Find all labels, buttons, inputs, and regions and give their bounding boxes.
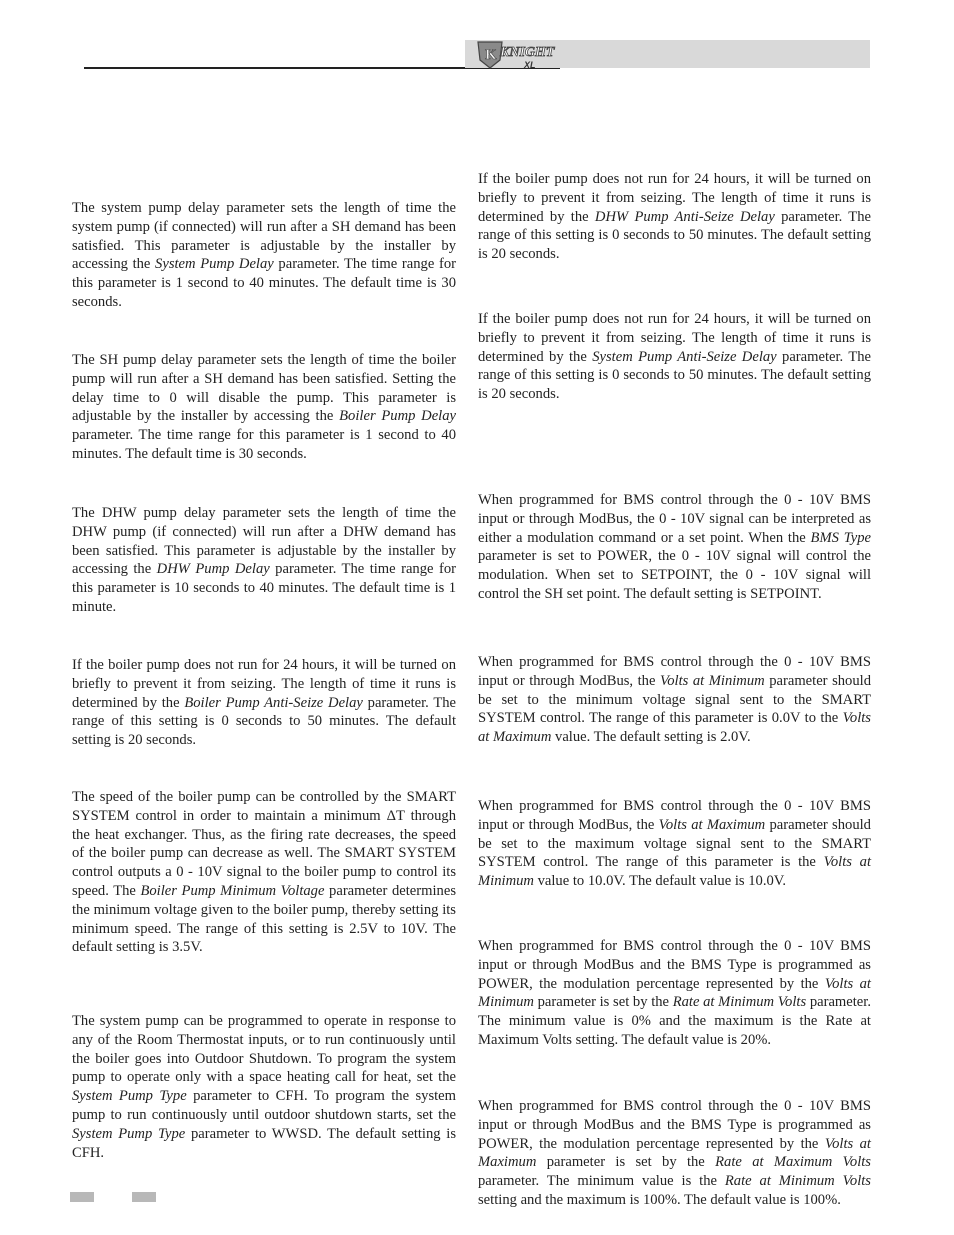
parameter-name: Volts at Minimum (659, 672, 765, 689)
parameter-name: BMS Type (810, 529, 871, 546)
paragraph-boiler-pump-min-voltage (72, 788, 456, 957)
paragraph-volts-at-minimum (478, 653, 871, 747)
paragraph-text: parameter. The time range for this parameter is 1 second to 40 minutes. The default time is 30 seconds. (72, 427, 456, 462)
parameter-name: Volts at Minimum (478, 854, 871, 890)
paragraph-text: parameter is set by the (533, 994, 673, 1011)
paragraph-text: parameter. The time range for this parameter is 10 seconds to 40 minutes. The default time is 1 minute. (72, 561, 456, 615)
logo-wordmark: KNIGHT (500, 45, 555, 60)
parameter-name: System Pump Delay (155, 256, 274, 273)
parameter-name: Boiler Pump Delay (339, 408, 456, 425)
parameter-name: Volts at Maximum (478, 710, 871, 746)
parameter-name: DHW Pump Anti-Seize Delay (594, 208, 775, 225)
paragraph-system-pump-type (72, 1012, 456, 1162)
paragraph-rate-at-maximum-volts (478, 1097, 871, 1210)
parameter-name: Rate at Minimum Volts (724, 1173, 871, 1190)
paragraph-text: When programmed for BMS control through the 0 - 10V BMS input or through ModBus and the BMS Type is programmed as POWER, the modulation percentage represented by the (478, 1098, 871, 1152)
parameter-name: System Pump Type (72, 1125, 186, 1142)
parameter-name: Rate at Maximum Volts (715, 1154, 871, 1171)
paragraph-text: The system pump delay parameter sets the length of time the system pump (if connected) will run after a SH demand has been satisfied. This parameter is adjustable by the installer by accessing the (72, 200, 456, 273)
paragraph-text: If the boiler pump does not run for 24 hours, it will be turned on briefly to prevent it from seizing. The length of time it runs is determined by the (478, 311, 871, 365)
paragraph-text: If the boiler pump does not run for 24 hours, it will be turned on briefly to prevent it from seizing. The length of time it runs is determined by the (478, 171, 871, 225)
paragraph-boiler-pump-anti-seize (72, 656, 456, 750)
svg-text:K: K (485, 47, 497, 63)
paragraph-system-pump-anti-seize (478, 310, 871, 404)
paragraph-rate-at-minimum-volts (478, 937, 871, 1050)
paragraph-text: parameter is set to POWER, the 0 - 10V signal will control the modulation. When set to SETPOINT, the 0 - 10V signal will control the SH set point. The default setting is SETPOINT. (478, 548, 871, 602)
parameter-name: DHW Pump Delay (156, 561, 270, 578)
paragraph-text: When programmed for BMS control through the 0 - 10V BMS input or through ModBus, the (478, 798, 871, 833)
paragraph-dhw-pump-anti-seize (478, 170, 871, 264)
paragraph-text: If the boiler pump does not run for 24 hours, it will be turned on briefly to prevent it from seizing. The length of time it runs is determined by the (72, 657, 456, 711)
paragraph-volts-at-maximum (478, 797, 871, 891)
paragraph-text: parameter. The range of this setting is 0 seconds to 50 minutes. The default setting is 20 seconds. (478, 348, 872, 403)
paragraph-text: value. The default setting is 2.0V. (551, 729, 751, 746)
paragraph-text: parameter. The minimum value is the (478, 1173, 725, 1190)
parameter-name: Boiler Pump Minimum Voltage (140, 882, 325, 899)
paragraph-text: When programmed for BMS control through the 0 - 10V BMS input or through ModBus, the (478, 654, 871, 689)
logo-suffix: XL (524, 60, 536, 70)
paragraph-text: parameter. The time range for this parameter is 1 second to 40 minutes. The default time is 30 seconds. (72, 256, 456, 310)
paragraph-text: parameter. The minimum value is 0% and the maximum is the Rate at Maximum Volts setting. The default value is 20%. (478, 994, 871, 1048)
paragraph-text: parameter. The range of this setting is 0 seconds to 50 minutes. The default setting is 20 seconds. (478, 208, 871, 263)
paragraph-text: setting and the maximum is 100%. The default value is 100%. (478, 1191, 841, 1208)
knight-xl-logo (472, 40, 556, 70)
paragraph-text: The SH pump delay parameter sets the length of time the boiler pump will run after a SH demand has been satisfied. Setting the delay time to 0 will disable the pump. This parameter is adjustable by the installer by accessing the (72, 352, 456, 425)
parameter-name: Boiler Pump Anti-Seize Delay (184, 694, 363, 711)
paragraph-text: parameter determines the minimum voltage given to the boiler pump, thereby setting its minimum speed. The range of this setting is 2.5V to 10V. The default setting is 3.5V. (72, 882, 456, 956)
footer-tab-left (70, 1192, 94, 1202)
footer-tab-right (132, 1192, 156, 1202)
paragraph-text: The system pump can be programmed to operate in response to any of the Room Thermostat inputs, or to run continuously until the boiler goes into Outdoor Shutdown. To program the system pump to operate only with a space heating call for heat, set the (72, 1013, 456, 1086)
parameter-name: Rate at Minimum Volts (672, 994, 807, 1011)
parameter-name: Volts at Minimum (478, 975, 871, 1011)
parameter-name: System Pump Type (72, 1088, 187, 1105)
paragraph-text: parameter to WWSD. The default setting is CFH. (72, 1125, 457, 1161)
paragraph-text: parameter is set by the (536, 1154, 716, 1171)
paragraph-text: The DHW pump delay parameter sets the length of time the DHW pump (if connected) will run after a DHW demand has been satisfied. This parameter is adjustable by the installer by accessing the (72, 505, 456, 578)
paragraph-bms-type (478, 491, 871, 604)
paragraph-text: parameter should be set to the minimum voltage signal sent to the SMART SYSTEM control. The range of this parameter is 0.0V to the (478, 672, 871, 727)
paragraph-text: parameter to CFH. To program the system pump to run continuously until outdoor shutdown starts, set the (72, 1088, 457, 1123)
parameter-name: Volts at Maximum (478, 1135, 871, 1171)
paragraph-dhw-pump-delay (72, 504, 456, 617)
paragraph-text: value to 10.0V. The default value is 10.0V. (533, 873, 787, 890)
parameter-name: Volts at Maximum (658, 816, 766, 833)
paragraph-text: parameter should be set to the maximum voltage signal sent to the SMART SYSTEM control. The range of this parameter is the (478, 816, 871, 871)
paragraph-text: When programmed for BMS control through the 0 - 10V BMS input or through ModBus and the BMS Type is programmed as POWER, the modulation percentage represented by the (478, 938, 871, 992)
paragraph-text: parameter. The range of this setting is 0 seconds to 50 minutes. The default setting is 20 seconds. (72, 694, 457, 749)
paragraph-system-pump-delay (72, 199, 456, 312)
parameter-name: System Pump Anti-Seize Delay (592, 348, 777, 365)
paragraph-sh-pump-delay (72, 351, 456, 464)
paragraph-text: When programmed for BMS control through the 0 - 10V BMS input or through ModBus, the 0 - 10V signal can be interpreted as either a modulation command or a set point. When the (478, 492, 871, 546)
paragraph-text: The speed of the boiler pump can be controlled by the SMART SYSTEM control in order to maintain a minimum ΔT through the heat exchanger. Thus, as the firing rate decreases, the speed of the boiler pump can decrease as well. The SMART SYSTEM control outputs a 0 - 10V signal to the boiler pump to control its speed. The (72, 789, 456, 899)
